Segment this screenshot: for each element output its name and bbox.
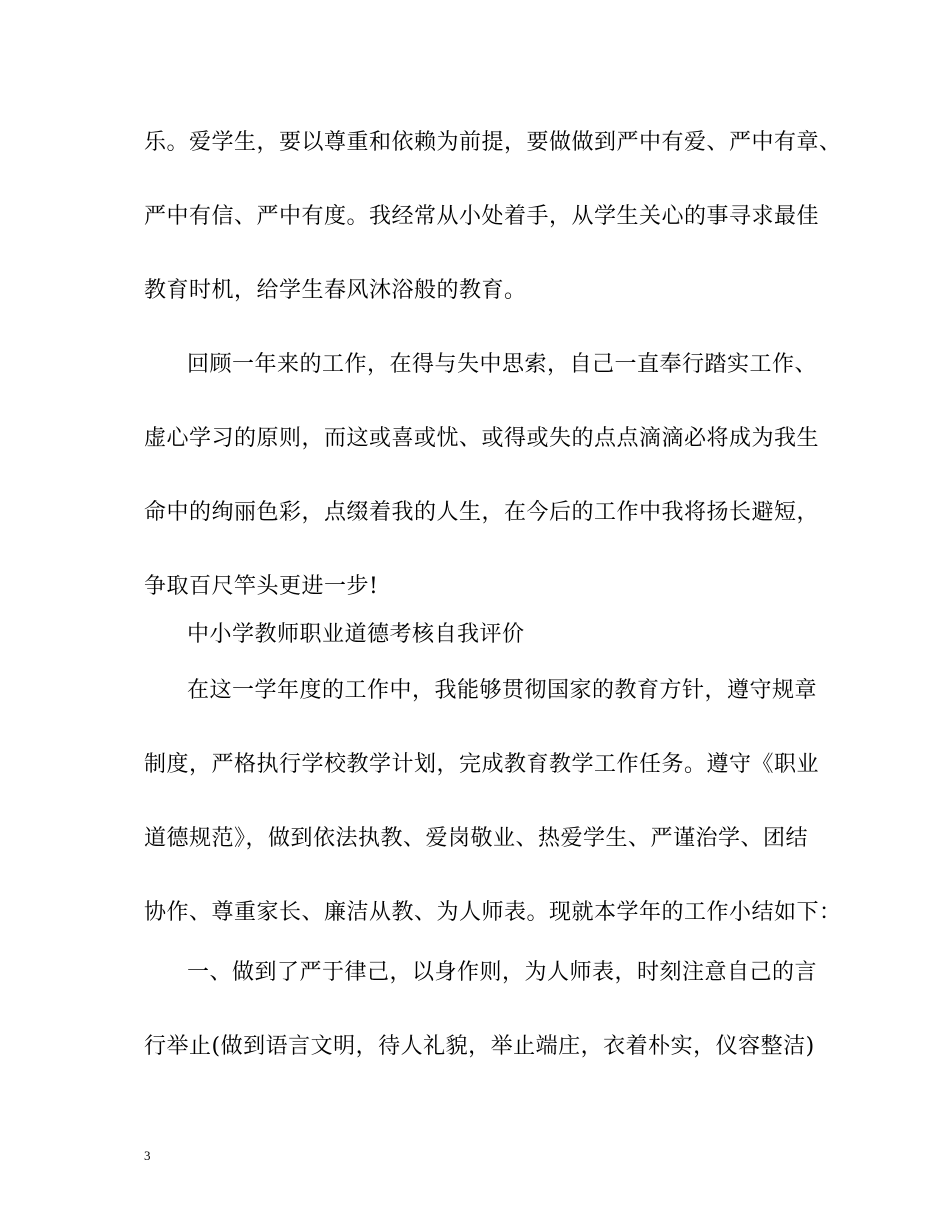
body-line-6: 命中的绚丽色彩，点缀着我的人生，在今后的工作中我将扬长避短，	[144, 500, 820, 525]
body-line-9: 在这一学年度的工作中，我能够贯彻国家的教育方针，遵守规章	[187, 678, 818, 703]
page-number: 3	[144, 1148, 151, 1163]
body-line-7: 争取百尺竿头更进一步!	[144, 574, 379, 599]
body-line-13: 一、做到了严于律己，以身作则，为人师表，时刻注意自己的言	[187, 960, 818, 985]
body-line-10: 制度，严格执行学校教学计划，完成教育教学工作任务。遵守《职业	[144, 752, 820, 777]
body-line-5: 虚心学习的原则，而这或喜或忧、或得或失的点点滴滴必将成为我生	[144, 426, 820, 451]
body-line-14: 行举止(做到语言文明，待人礼貌，举止端庄，衣着朴实，仪容整洁)	[144, 1034, 815, 1059]
body-line-2: 严中有信、严中有度。我经常从小处着手，从学生关心的事寻求最佳	[144, 204, 820, 229]
section-heading: 中小学教师职业道德考核自我评价	[187, 622, 525, 647]
body-line-3: 教育时机，给学生春风沐浴般的教育。	[144, 278, 527, 303]
body-line-12: 协作、尊重家长、廉洁从教、为人师表。现就本学年的工作小结如下：	[144, 900, 842, 925]
body-line-4: 回顾一年来的工作，在得与失中思索，自己一直奉行踏实工作、	[187, 352, 818, 377]
body-line-11: 道德规范》，做到依法执教、爱岗敬业、热爱学生、严谨治学、团结	[144, 826, 809, 851]
body-line-1: 乐。爱学生，要以尊重和依赖为前提，要做做到严中有爱、严中有章、	[144, 130, 842, 155]
